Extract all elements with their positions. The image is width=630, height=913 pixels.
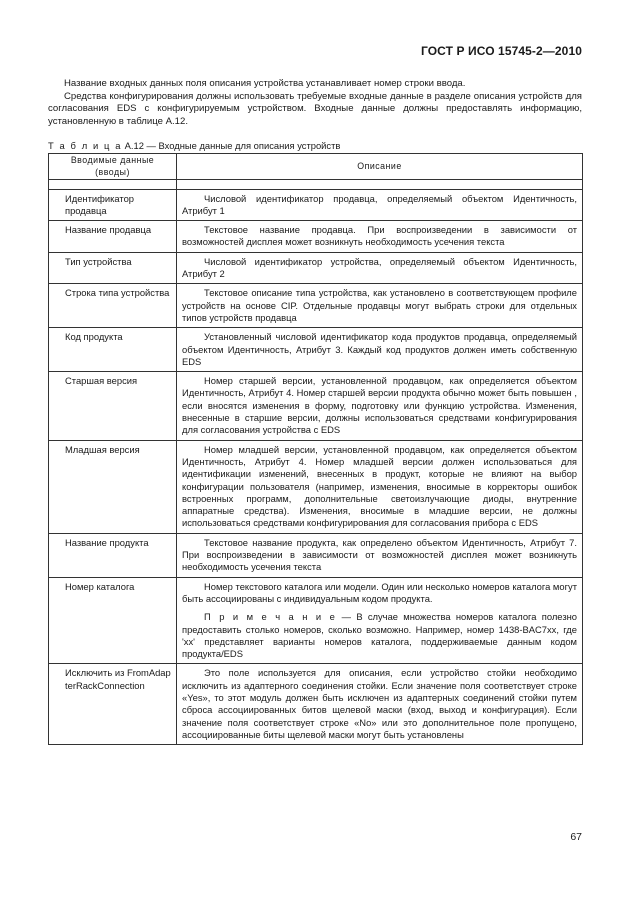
description-text: Номер младшей версии, установленной продавцом, как определяется объектом Идентичность, Атрибут 4. Номер младшей версии должен использоваться для идентификации изменений, внесенных в продукт, которые не влияют на выбор конфигурации пользователя (например, изменения, вносимые в корректоры ошибок встроенных программ, дополнительные светоизлучающие диоды, внутренние аппаратные средства). Изменения, вносимые в младшие версии, не должны использоваться средствами конфигурирования для согласования прибора с EDS <box>182 443 577 529</box>
input-name-cell: Строка типа устройства <box>49 284 177 328</box>
input-name-cell: Код продукта <box>49 328 177 372</box>
input-name-cell: Старшая версия <box>49 372 177 440</box>
description-text: Текстовое название продавца. При воспроизведении в зависимости от возможностей дисплея может возникнуть необходимость усечения текста <box>182 224 577 248</box>
table-row <box>49 664 583 745</box>
input-data-table <box>48 153 583 745</box>
description-text: Числовой идентификатор устройства, определяемый объектом Идентичность, Атрибут 2 <box>182 255 577 280</box>
standard-code: ГОСТ Р ИСО 15745-2—2010 <box>420 44 582 58</box>
input-name-cell: Младшая версия <box>49 440 177 533</box>
table-caption <box>48 140 340 151</box>
table-row <box>49 577 583 664</box>
spacer-cell <box>177 179 583 189</box>
column-header-input: Вводимые данные (вводы) <box>49 154 177 180</box>
input-name-cell: Название продавца <box>49 221 177 253</box>
description-text: Номер текстового каталога или модели. Один или несколько номеров каталога могут быть ассоциированы с индивидуальным кодом продукта. <box>182 580 577 604</box>
description-cell <box>177 533 583 577</box>
description-cell <box>177 664 583 745</box>
intro-text <box>48 78 582 128</box>
description-text: Установленный числовой идентификатор кода продуктов продавца, определяемый объектом Идентичность, Атрибут 3. Каждый код продуктов должен иметь собственную EDS <box>182 331 577 367</box>
description-cell <box>177 372 583 440</box>
input-name-cell: Номер каталога <box>49 577 177 664</box>
input-name-cell: Идентификатор продавца <box>49 189 177 221</box>
column-header-description: Описание <box>177 154 583 180</box>
intro-paragraph-2: Средства конфигурирования должны использовать требуемые входные данные в разделе описания устройств для согласования EDS с конфигурируемым устройством. Входные данные должны предоставлять информацию, установленную в таблице А.12. <box>48 90 582 127</box>
table-row <box>49 533 583 577</box>
description-text: Числовой идентификатор продавца, определяемый объектом Идентичность, Атрибут 1 <box>182 192 577 216</box>
description-cell <box>177 577 583 664</box>
description-text: Текстовое название продукта, как определено объектом Идентичность, Атрибут 7. При воспроизведении в зависимости от возможностей дисплея может возникнуть необходимость усечения текста <box>182 536 577 573</box>
description-cell <box>177 328 583 372</box>
description-cell <box>177 252 583 284</box>
table-caption-text: А.12 — Входные данные для описания устройств <box>122 140 341 151</box>
table-spacer-row <box>49 179 583 189</box>
input-name-cell: Исключить из FromAdapterRackConnection <box>49 664 177 745</box>
note-label: П р и м е ч а н и е <box>204 611 337 623</box>
table-row <box>49 221 583 253</box>
description-cell <box>177 284 583 328</box>
description-cell <box>177 440 583 533</box>
table-row <box>49 328 583 372</box>
table-row <box>49 252 583 284</box>
page-number: 67 <box>570 831 582 843</box>
table-row <box>49 189 583 221</box>
description-text: Текстовое описание типа устройства, как установлено в соответствующем профиле устройств на основе CIP. Отдельные продавцы могут выбрать строки для отдельных типов устройств продавца <box>182 287 577 323</box>
note-text: — В случае множества номеров каталога полезно предоставить столько номеров, сколько возможно. Например, номер 1438-BAC7xx, где 'xx' представляет варианты номеров каталога, поддерживаемые данным кодом продукта/EDS <box>182 611 578 660</box>
table-header-row <box>49 154 583 180</box>
description-cell <box>177 221 583 253</box>
input-name-cell: Название продукта <box>49 533 177 577</box>
table-row <box>49 372 583 440</box>
description-cell <box>177 189 583 221</box>
table-row <box>49 440 583 533</box>
note-paragraph <box>182 611 577 660</box>
spacer-cell <box>49 179 177 189</box>
description-text: Это поле используется для описания, если устройство стойки необходимо исключить из адаптерного соединения стойки. Если значение поля соответствует строке «Yes», то этот модуль должен быть исключен из адаптерных соединений стойки путем сброса ассоциированных битов щелевой маски (вход, выход и конфигурация). Если значение поля соответствует строке «No» или это дополнительное поле пропущено, ассоциированные биты щелевой маски могут быть установлены <box>182 667 577 740</box>
table-row <box>49 284 583 328</box>
description-text: Номер старшей версии, установленной продавцом, как определяется объектом Идентичность, Атрибут 4. Номер старшей версии продукта обычно может быть повышен , если вносятся изменения в форму, подготовку или функцию устройства. Изменения, внесенные в старшие версии, должны использоваться средствами конфигурирования для согласования устройства с EDS <box>182 375 577 436</box>
input-name-cell: Тип устройства <box>49 252 177 284</box>
table-caption-prefix: Т а б л и ц а <box>48 140 123 151</box>
intro-paragraph-1: Название входных данных поля описания устройства устанавливает номер строки ввода. <box>64 78 466 89</box>
